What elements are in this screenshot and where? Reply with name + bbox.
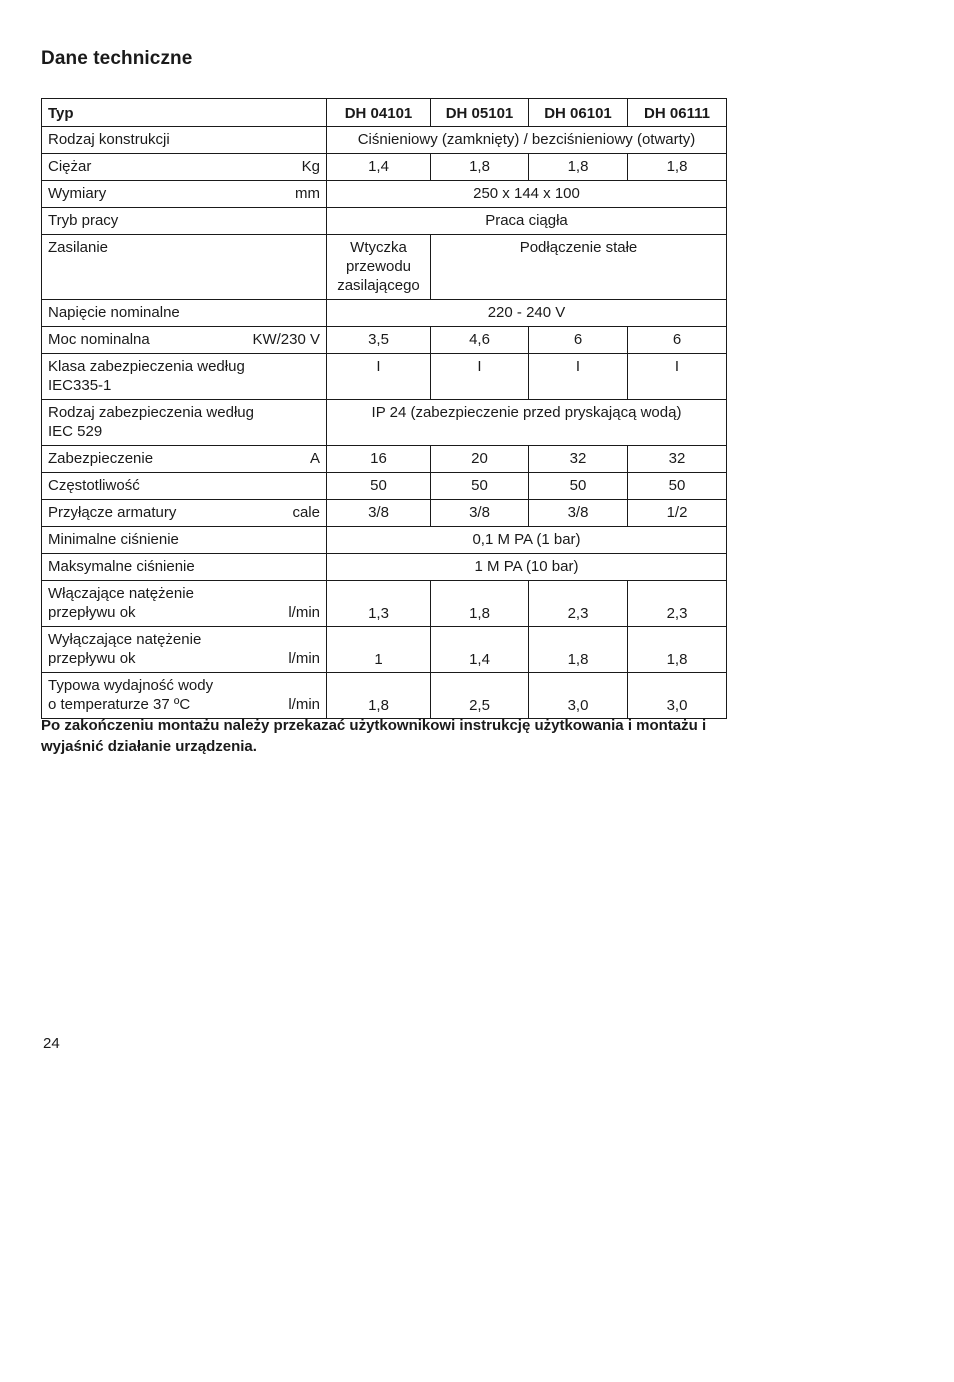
table-row-max-pressure xyxy=(42,554,727,581)
table-row-mode xyxy=(42,208,727,235)
table-row-fuse xyxy=(42,446,727,473)
row-value: 3/8 xyxy=(529,500,628,527)
row-label-cell xyxy=(42,154,327,181)
row-label: o temperaturze 37 ºC xyxy=(48,696,191,713)
header-model: DH 04101 xyxy=(327,99,431,127)
row-unit: Kg xyxy=(301,158,320,175)
row-value: 2,3 xyxy=(529,581,628,627)
row-value: 50 xyxy=(327,473,431,500)
row-unit: mm xyxy=(295,185,320,202)
header-model: DH 05101 xyxy=(431,99,529,127)
table-row-power xyxy=(42,327,727,354)
table-row-protection-type xyxy=(42,400,727,446)
row-label: Klasa zabezpieczenia według xyxy=(48,358,245,375)
row-value: IP 24 (zabezpieczenie przed pryskającą wodą) xyxy=(327,400,727,446)
row-value: 3/8 xyxy=(327,500,431,527)
row-value: Podłączenie stałe xyxy=(431,235,727,300)
row-label-cell xyxy=(42,627,327,673)
row-value: 1,3 xyxy=(327,581,431,627)
row-value: 1,4 xyxy=(327,154,431,181)
row-value: 3,0 xyxy=(628,673,727,719)
row-value: 1,8 xyxy=(431,154,529,181)
row-label-cell xyxy=(42,327,327,354)
row-label: IEC335-1 xyxy=(48,377,112,394)
row-value: I xyxy=(529,354,628,400)
row-value: 3,5 xyxy=(327,327,431,354)
row-value: 20 xyxy=(431,446,529,473)
table-row-on-flow xyxy=(42,581,727,627)
row-value: 1,4 xyxy=(431,627,529,673)
row-value: 1,8 xyxy=(529,627,628,673)
table-row-connection xyxy=(42,500,727,527)
row-unit: l/min xyxy=(288,650,320,667)
row-value: 3/8 xyxy=(431,500,529,527)
row-label: Wymiary xyxy=(48,185,107,202)
row-label: Ciężar xyxy=(48,158,92,175)
row-value: 1 M PA (10 bar) xyxy=(327,554,727,581)
row-label: Rodzaj konstrukcji xyxy=(42,127,327,154)
row-label: Zabezpieczenie xyxy=(48,450,154,467)
row-value: 1,8 xyxy=(327,673,431,719)
row-unit: KW/230 V xyxy=(252,331,320,348)
row-label-cell xyxy=(42,500,327,527)
table-header-row xyxy=(42,99,727,127)
row-label-cell xyxy=(42,181,327,208)
row-label: Wyłączające natężenie xyxy=(48,631,202,648)
row-value: 1,8 xyxy=(628,154,727,181)
row-label: Przyłącze armatury xyxy=(48,504,177,521)
row-label: Moc nominalna xyxy=(48,331,150,348)
table-row-supply xyxy=(42,235,727,300)
table-row-min-pressure xyxy=(42,527,727,554)
row-unit: l/min xyxy=(288,696,320,713)
row-unit: A xyxy=(309,450,320,467)
table-row-construction xyxy=(42,127,727,154)
row-value: 1,8 xyxy=(529,154,628,181)
row-label: przepływu ok xyxy=(48,604,136,621)
row-value: 2,3 xyxy=(628,581,727,627)
table-row-frequency xyxy=(42,473,727,500)
row-label-cell xyxy=(42,400,327,446)
row-label: Włączające natężenie xyxy=(48,585,194,602)
header-model: DH 06101 xyxy=(529,99,628,127)
row-value: I xyxy=(628,354,727,400)
row-value: 4,6 xyxy=(431,327,529,354)
installation-note: Po zakończeniu montażu należy przekazać użytkownikowi instrukcję użytkowania i montażu i wyjaśnić działanie urządzenia. xyxy=(41,717,707,755)
row-value: 3,0 xyxy=(529,673,628,719)
row-label: Typowa wydajność wody xyxy=(48,677,214,694)
row-label: Rodzaj zabezpieczenia według xyxy=(48,404,254,421)
row-value: I xyxy=(431,354,529,400)
row-value-line: przewodu xyxy=(345,258,412,275)
row-label: Minimalne ciśnienie xyxy=(42,527,327,554)
row-label: Częstotliwość xyxy=(42,473,327,500)
row-value-multiline xyxy=(327,235,431,300)
row-label-cell xyxy=(42,354,327,400)
table-row-off-flow xyxy=(42,627,727,673)
row-value: 16 xyxy=(327,446,431,473)
row-value: 6 xyxy=(529,327,628,354)
row-value: 250 x 144 x 100 xyxy=(327,181,727,208)
row-value: 1,8 xyxy=(431,581,529,627)
row-value-line: Wtyczka xyxy=(350,239,407,256)
row-label-cell xyxy=(42,446,327,473)
table-row-output xyxy=(42,673,727,719)
row-value: 50 xyxy=(431,473,529,500)
row-label-cell xyxy=(42,673,327,719)
table-row-voltage xyxy=(42,300,727,327)
header-type: Typ xyxy=(42,99,327,127)
row-value: 32 xyxy=(628,446,727,473)
row-value: 6 xyxy=(628,327,727,354)
row-value: 32 xyxy=(529,446,628,473)
row-label: Maksymalne ciśnienie xyxy=(42,554,327,581)
row-label: Napięcie nominalne xyxy=(42,300,327,327)
row-value: 1,8 xyxy=(628,627,727,673)
row-value-line: zasilającego xyxy=(337,277,420,294)
table-row-weight xyxy=(42,154,727,181)
row-value: I xyxy=(327,354,431,400)
table-row-dimensions xyxy=(42,181,727,208)
row-value: 50 xyxy=(529,473,628,500)
row-label: IEC 529 xyxy=(48,423,103,440)
header-model: DH 06111 xyxy=(628,99,727,127)
row-value: 1/2 xyxy=(628,500,727,527)
row-label: Tryb pracy xyxy=(42,208,327,235)
row-value: 50 xyxy=(628,473,727,500)
row-label-cell xyxy=(42,581,327,627)
row-value: 220 - 240 V xyxy=(327,300,727,327)
table-row-protection-class xyxy=(42,354,727,400)
page-number: 24 xyxy=(43,1035,60,1052)
row-label: Zasilanie xyxy=(42,235,327,300)
row-value: Ciśnieniowy (zamknięty) / bezciśnieniowy (otwarty) xyxy=(327,127,727,154)
row-label: przepływu ok xyxy=(48,650,136,667)
row-unit: l/min xyxy=(288,604,320,621)
row-value: 2,5 xyxy=(431,673,529,719)
row-value: 1 xyxy=(327,627,431,673)
technical-data-table xyxy=(41,98,727,719)
page-title: Dane techniczne xyxy=(41,48,193,69)
row-unit: cale xyxy=(292,504,320,521)
row-value: Praca ciągła xyxy=(327,208,727,235)
row-value: 0,1 M PA (1 bar) xyxy=(327,527,727,554)
